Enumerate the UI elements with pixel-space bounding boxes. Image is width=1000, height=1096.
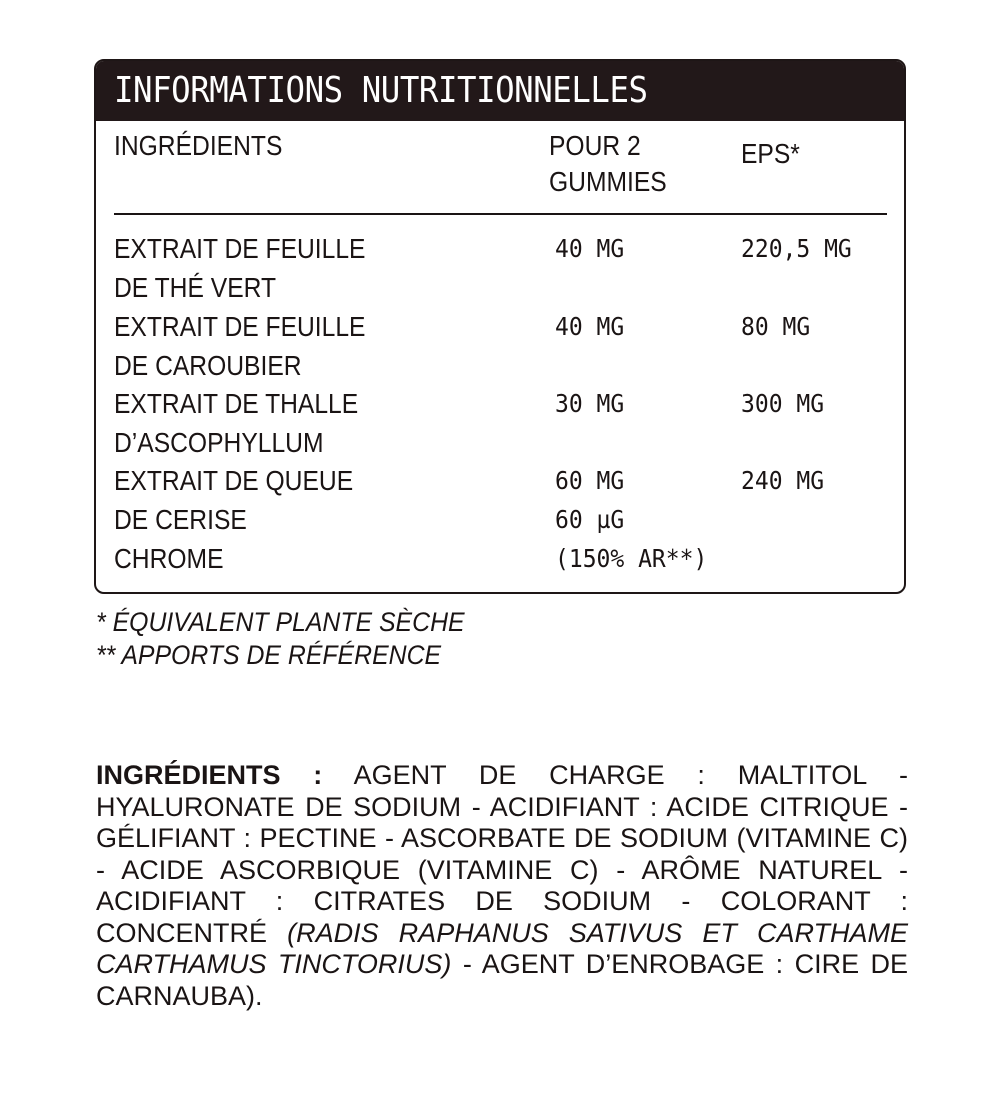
ingredients-text-end: - AGENT D’ENROBAGE : CIRE DE CARNAUBA).	[96, 949, 908, 1011]
eps-value: 240 MG	[741, 466, 825, 495]
ingredients-colorant-source: (RADIS RAPHANUS SATIVUS ET CARTHAME CARTHAMUS TINCTORIUS)	[96, 917, 908, 979]
ingredients-text: AGENT DE CHARGE : MALTITOL - HYALURONATE DE SODIUM - ACIDIFIANT : ACIDE CITRIQUE - GÉLIFIANT : PECTINE - ASCORBATE DE SODIUM (VITAMINE C) - ACIDE ASCORBIQUE (VITAMINE C) - ARÔME NATUREL - ACIDIFIANT : CITRATES DE SODIUM - COLORANT : CONCENTRÉ	[96, 760, 908, 948]
footnotes	[96, 606, 497, 672]
panel-title: INFORMATIONS NUTRITIONNELLES	[114, 70, 648, 111]
table-row: EXTRAIT DE FEUILLE DE THÉ VERT	[114, 233, 366, 303]
reference-intake-note: (150% AR**)	[555, 544, 708, 573]
column-header-per-serving: POUR 2 GUMMIES	[549, 130, 667, 197]
table-row: EXTRAIT DE THALLE D’ASCOPHYLLUM	[114, 388, 359, 458]
nutrition-info-panel	[94, 59, 906, 594]
column-header-eps: EPS*	[741, 138, 800, 169]
header-divider	[114, 213, 887, 215]
ingredients-list	[96, 760, 908, 1012]
panel-header	[96, 61, 904, 121]
footnote-ar: ** APPORTS DE RÉFÉRENCE	[96, 640, 442, 670]
ingredients-label: INGRÉDIENTS :	[96, 760, 323, 790]
table-row: EXTRAIT DE FEUILLE DE CAROUBIER	[114, 311, 366, 381]
footnote-eps: * ÉQUIVALENT PLANTE SÈCHE	[96, 607, 465, 637]
table-row: EXTRAIT DE QUEUE DE CERISE	[114, 465, 354, 535]
eps-value: 220,5 MG	[741, 234, 852, 263]
per-serving-value: 40 MG	[555, 234, 625, 263]
table-row: CHROME	[114, 543, 224, 574]
eps-value: 300 MG	[741, 389, 825, 418]
per-serving-value: 30 MG	[555, 389, 625, 418]
per-serving-value: 60 µG	[555, 505, 625, 534]
eps-value: 80 MG	[741, 312, 811, 341]
per-serving-value: 60 MG	[555, 466, 625, 495]
per-serving-value: 40 MG	[555, 312, 625, 341]
column-header-ingredients: INGRÉDIENTS	[114, 130, 283, 161]
